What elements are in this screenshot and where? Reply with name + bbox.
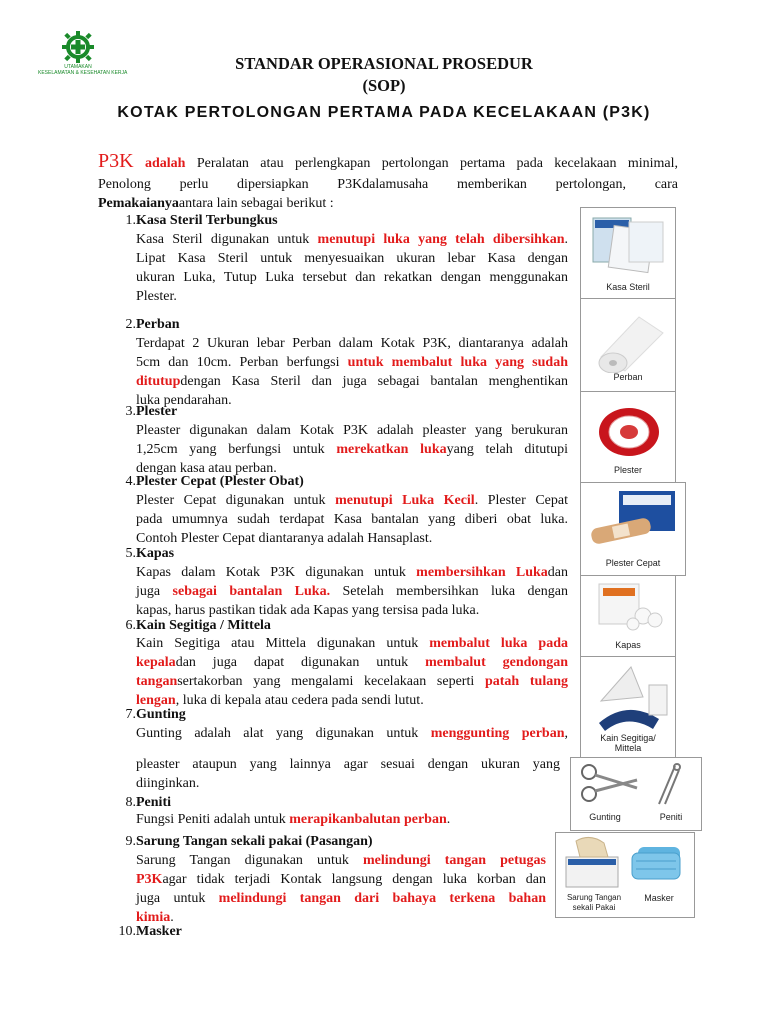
item-body-gunting-1: Gunting adalah alat yang digunakan untuk menggunting perban, — [136, 726, 568, 741]
item-number: 7. — [125, 707, 136, 722]
caption-perban: Perban — [613, 372, 643, 382]
item-title-plester-cepat: Plester Cepat (Plester Obat) — [136, 474, 304, 489]
adalah-word: adalah — [144, 156, 186, 171]
item-title-plester: Plester — [136, 404, 178, 419]
intro-line-2: Penolong perlu dipersiapkan P3Kdalamusaha memberikan pertolongan, cara — [98, 177, 678, 192]
adhesive-strip-icon — [581, 483, 685, 553]
glove-mask-icon — [556, 833, 694, 893]
item-body-kapas: Kapas dalam Kotak P3K digunakan untuk membersihkan Lukadan juga sebagai bantalan Luka. Setelah membersihkan luka dengan kapas, harus pastikan tidak ada Kapas yang tersisa pada luka. — [136, 565, 569, 618]
sarung-masker-image — [555, 832, 695, 918]
caption-plester: Plester — [613, 465, 642, 475]
item-body-gunting-2: pleaster ataupun yang lainnya agar sesuai dengan ukuran yang diinginkan. — [136, 757, 560, 791]
item-body-kasa: Kasa Steril digunakan untuk menutupi luka yang telah dibersihkan. Lipat Kasa Steril untuk menyesuaikan ukuran lebar Kasa dengan ukuran Luka, Tutup Luka tersebut dan rekatkan dengan menggunakan Plester. — [136, 232, 568, 304]
item-number: 3. — [125, 404, 136, 419]
kasa-steril-image — [580, 207, 676, 299]
cotton-icon — [581, 576, 675, 636]
bandage-roll-icon — [581, 299, 675, 373]
item-number: 2. — [125, 317, 136, 332]
kain-segitiga-image — [580, 656, 676, 758]
perban-image — [580, 298, 676, 392]
item-title-masker: Masker — [136, 924, 182, 939]
item-title-peniti: Peniti — [136, 795, 171, 810]
p3k-term: P3K — [98, 150, 134, 172]
tape-roll-icon — [581, 392, 675, 464]
caption-peniti: Peniti — [659, 812, 683, 822]
item-title-kain: Kain Segitiga / Mittela — [136, 618, 271, 633]
doc-title-sop: (SOP) — [362, 76, 406, 95]
item-number: 9. — [125, 834, 136, 849]
gunting-peniti-image — [570, 757, 702, 831]
scissors-pin-icon — [571, 758, 701, 810]
caption-kasa: Kasa Steril — [606, 282, 650, 292]
item-number: 8. — [125, 795, 136, 810]
item-body-plester-cepat: Plester Cepat digunakan untuk menutupi Luka Kecil. Plester Cepat pada umumnya sudah terdapat Kasa bantalan yang diberi obat luka. Contoh Plester Cepat diantaranya adalah Hansaplast. — [136, 493, 568, 546]
caption-kapas: Kapas — [615, 640, 641, 650]
logo-text-2: KESELAMATAN & KESEHATAN KERJA — [38, 70, 128, 76]
caption-masker: Masker — [644, 893, 674, 903]
doc-title: STANDAR OPERASIONAL PROSEDUR — [235, 54, 533, 73]
caption-gunting: Gunting — [589, 812, 621, 822]
logo-text-1: UTAMAKAN — [64, 64, 92, 70]
caption-kain: Kain Segitiga/ Mittela — [600, 733, 656, 753]
gauze-icon — [581, 208, 675, 282]
kapas-image — [580, 575, 676, 657]
plester-cepat-image — [580, 482, 686, 576]
doc-subtitle: KOTAK PERTOLONGAN PERTAMA PADA KECELAKAAN (P3K) — [117, 104, 651, 121]
item-title-kapas: Kapas — [136, 546, 175, 561]
item-body-sarung: Sarung Tangan digunakan untuk melindungi tangan petugas P3Kagar tidak terjadi Kontak langsung dengan luka korban dan juga untuk melindungi tangan dari bahaya terkena bahan kimia. — [136, 853, 546, 925]
item-body-peniti: Fungsi Peniti adalah untuk merapikanbalutan perban. — [136, 812, 451, 827]
item-number: 5. — [125, 546, 136, 561]
intro-line-3: Pemakaianyaantara lain sebagai berikut : — [98, 196, 334, 211]
item-title-sarung: Sarung Tangan sekali pakai (Pasangan) — [136, 834, 373, 849]
caption-sarung: Sarung Tangan sekali Pakai — [566, 893, 622, 912]
item-body-plester: Pleaster digunakan dalam Kotak P3K adalah pleaster yang berukuran 1,25cm yang berfungsi untuk merekatkan lukayang telah ditutupi dengan kasa atau perban. — [136, 423, 568, 476]
item-title-perban: Perban — [136, 317, 180, 332]
item-body-perban: Terdapat 2 Ukuran lebar Perban dalam Kotak P3K, diantaranya adalah 5cm dan 10cm. Perban berfungsi untuk membalut luka yang sudah ditutupdengan Kasa Steril dan juga sebagai bantalan menghentikan luka pendarahan. — [136, 336, 568, 408]
item-title-kasa: Kasa Steril Terbungkus — [136, 213, 278, 228]
item-number: 4. — [125, 474, 136, 489]
caption-plester-cepat: Plester Cepat — [605, 558, 661, 568]
item-body-kain: Kain Segitiga atau Mittela digunakan untuk membalut luka pada kepaladan juga dapat digunakan untuk membalut gendongan tangansertakorban yang mengalami kecelakaan seperti patah tulang lengan, luka di kepala atau cedera pada sendi lutut. — [136, 636, 568, 708]
item-number: 1. — [125, 213, 136, 228]
item-number: 10. — [118, 924, 136, 939]
item-number: 6. — [125, 618, 136, 633]
sling-icon — [581, 657, 675, 733]
intro-line-1: P3K adalah Peralatan atau perlengkapan pertolongan pertama pada kecelakaan minimal, — [98, 150, 679, 172]
item-title-gunting: Gunting — [136, 707, 186, 722]
plester-image — [580, 391, 676, 483]
